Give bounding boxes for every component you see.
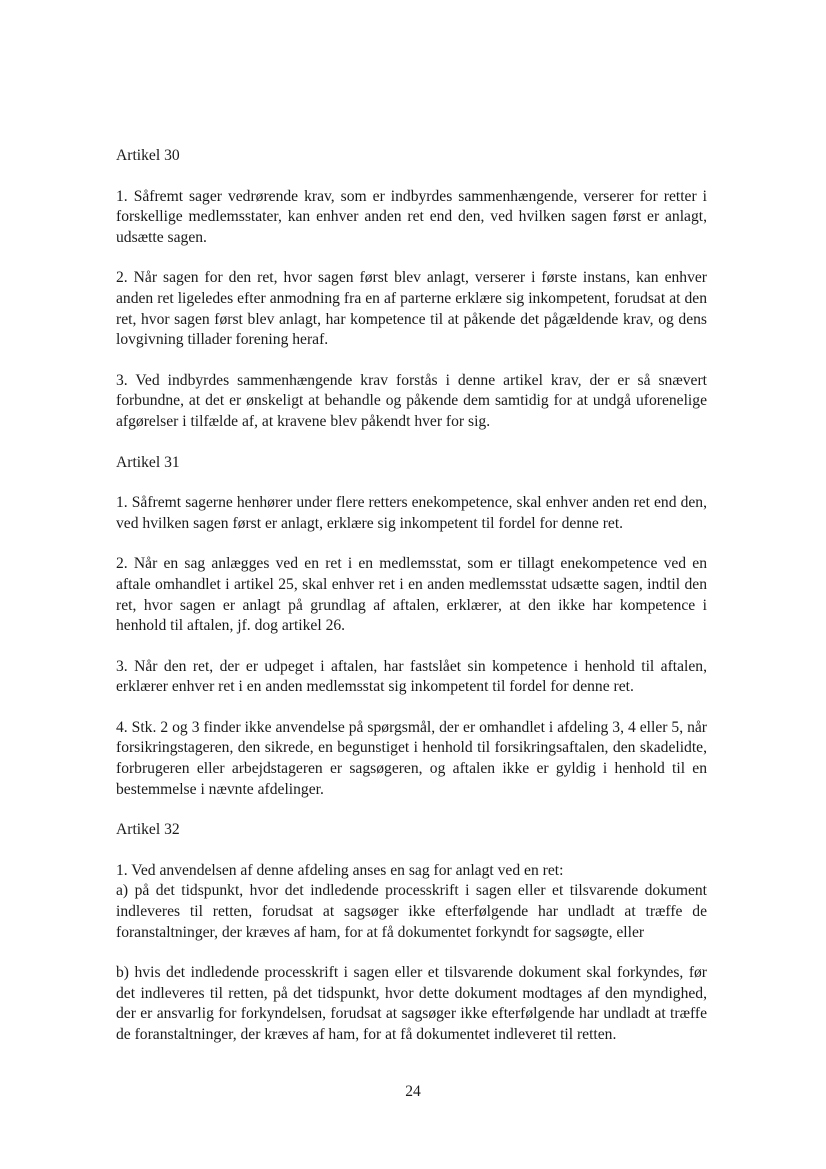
page-body [116,146,707,1046]
article-30-paragraph-1: 1. Såfremt sager vedrørende krav, som er indbyrdes sammenhængende, verserer for retter i forskellige medlemsstater, kan enhver anden ret end den, ved hvilken sagen først er anlagt, udsætte sagen. [116,187,707,246]
article-31-paragraph-4: 4. Stk. 2 og 3 finder ikke anvendelse på spørgsmål, der er omhandlet i afdeling 3, 4 eller 5, når forsikringstageren, den sikrede, en begunstiget i henhold til forsikringsaftalen, den skadelidte, forbrugeren eller arbejdstageren er sagsøgeren, og aftalen ikke er gyldig i henhold til en bestemmelse i nævnte afdelinger. [116,718,707,798]
article-31-paragraph-1: 1. Såfremt sagerne henhører under flere retters enekompetence, skal enhver anden ret end den, ved hvilken sagen først er anlagt, erklære sig inkompetent til fordel for denne ret. [116,494,707,532]
article-31-heading: Artikel 31 [116,453,180,471]
article-31-paragraph-3: 3. Når den ret, der er udpeget i aftalen, har fastslået sin kompetence i henhold til aftalen, erklærer enhver ret i en anden medlemsstat sig inkompetent til fordel for denne ret. [116,657,707,696]
article-30-paragraph-3: 3. Ved indbyrdes sammenhængende krav forstås i denne artikel krav, der er så snævert forbundne, at det er ønskeligt at behandle og påkende dem samtidig for at undgå uforenelige afgørelser i tilfælde af, at kravene blev påkendt hver for sig. [116,371,707,430]
page-number: 24 [405,1083,421,1100]
article-32-paragraph-1: 1. Ved anvendelsen af denne afdeling anses en sag for anlagt ved en ret: [116,861,564,879]
article-32-item-b: b) hvis det indledende processkrift i sagen eller et tilsvarende dokument skal forkyndes, før det indleveres til retten, på det tidspunkt, hvor dette dokument modtages af den myndighed, der er ansvarlig for forkyndelsen, forudsat at sagsøger ikke efterfølgende har undladt at træffe de foranstaltninger, der kræves af ham, for at få dokumentet indleveret til retten. [116,964,707,1043]
article-30-paragraph-2: 2. Når sagen for den ret, hvor sagen først blev anlagt, verserer i første instans, kan enhver anden ret ligeledes efter anmodning fra en af parterne erklære sig inkompetent, forudsat at den ret, hvor sagen først blev anlagt, har kompetence til at påkende det pågældende krav, og dens lovgivning tillader forening heraf. [116,269,707,349]
article-32-item-a: a) på det tidspunkt, hvor det indledende processkrift i sagen eller et tilsvarende dokument indleveres til retten, forudsat at sagsøger ikke efterfølgende har undladt at træffe de foranstaltninger, der kræves af ham, for at få dokumentet forkyndt for sagsøgte, eller [116,882,707,941]
article-31-paragraph-2: 2. Når en sag anlægges ved en ret i en medlemsstat, som er tillagt enekompetence ved en aftale omhandlet i artikel 25, skal enhver ret i en anden medlemsstat udsætte sagen, indtil den ret, hvor sagen er anlagt på grundlag af aftalen, erklærer, at den ikke har kompetence i henhold til aftalen, jf. dog artikel 26. [116,555,707,635]
article-32-heading: Artikel 32 [116,821,180,839]
article-30-heading: Artikel 30 [116,147,180,164]
